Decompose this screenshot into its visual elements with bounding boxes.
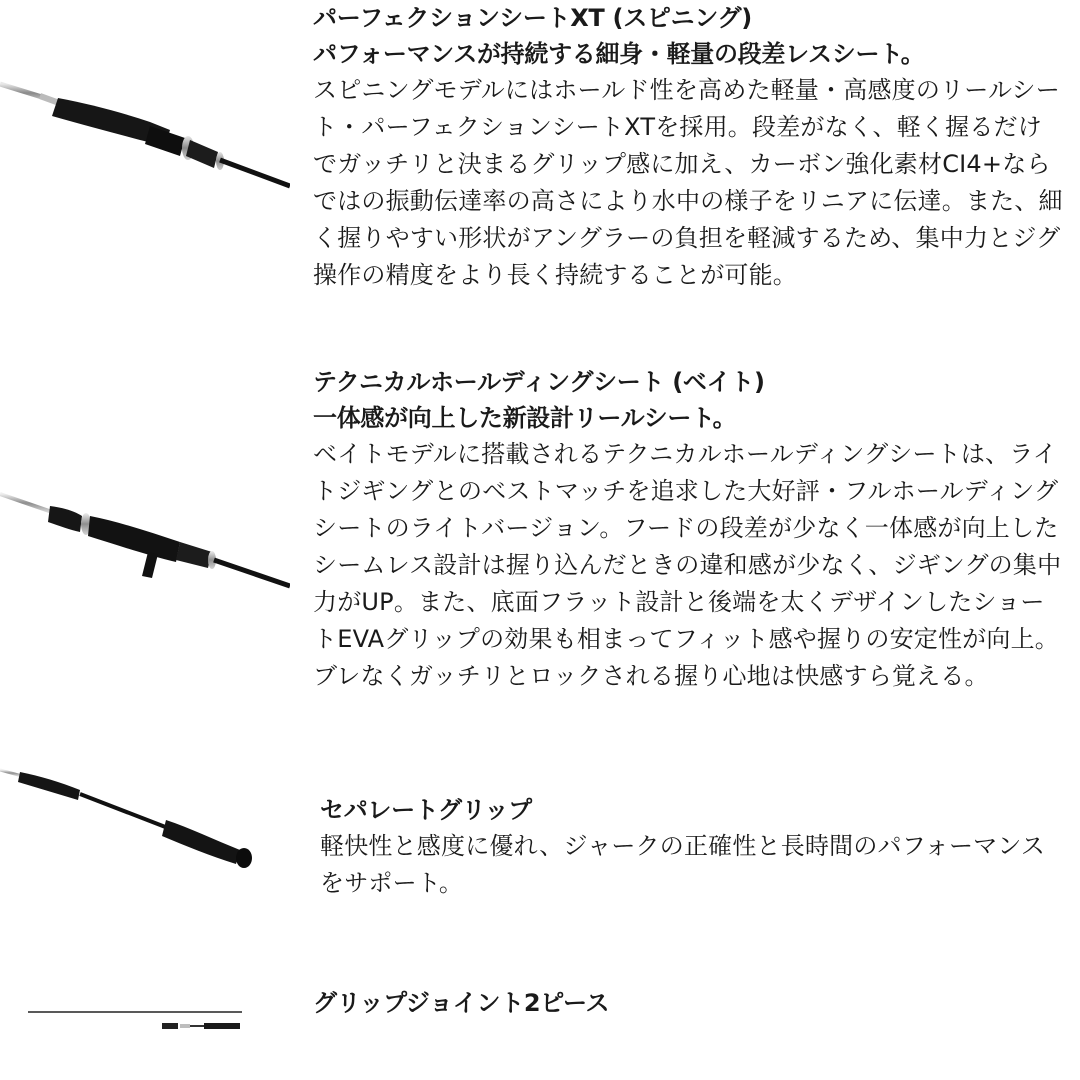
section-body: スピニングモデルにはホールド性を高めた軽量・高感度のリールシート・パーフェクションシートXTを採用。段差がなく、軽く握るだけでガッチリと決まるグリップ感に加え、カーボン強化素材CI4+ならではの振動伝達率の高さにより水中の様子をリニアに伝達。また、細く握りやすい形状がアングラーの負担を軽減するため、集中力とジグ操作の精度をより長く持続することが可能。	[313, 76, 1063, 289]
separate-grip-image	[0, 760, 290, 880]
section-title: グリップジョイント2ピース	[313, 989, 610, 1017]
section-body: 軽快性と感度に優れ、ジャークの正確性と長時間のパフォーマンスをサポート。	[320, 832, 1046, 897]
section-subtitle: パフォーマンスが持続する細身・軽量の段差レスシート。	[313, 40, 925, 68]
section-title: テクニカルホールディングシート (ベイト)	[313, 368, 765, 396]
section-subtitle: 一体感が向上した新設計リールシート。	[313, 404, 737, 432]
section-grip-joint	[313, 985, 1066, 1021]
section-separate-grip	[320, 792, 1066, 902]
section-body: ベイトモデルに搭載されるテクニカルホールディングシートは、ライトジギングとのベストマッチを追求した大好評・フルホールディングシートのライトバージョン。フードの段差が少なく一体感が向上したシームレス設計は握り込んだときの違和感が少なく、ジギングの集中力がUP。また、底面フラット設計と後端を太くデザインしたショートEVAグリップの効果も相まってフィット感や握りの安定性が向上。ブレなくガッチリとロックされる握り心地は快感すら覚える。	[313, 440, 1062, 690]
section-technical-holding-seat	[313, 364, 1066, 695]
section-title: パーフェクションシートXT (スピニング)	[313, 4, 752, 32]
section-title: セパレートグリップ	[320, 796, 532, 824]
baitcast-reel-seat-image	[0, 470, 290, 610]
spinning-reel-seat-image	[0, 60, 290, 220]
grip-joint-2piece-image	[0, 1004, 290, 1040]
section-perfection-seat	[313, 0, 1066, 294]
